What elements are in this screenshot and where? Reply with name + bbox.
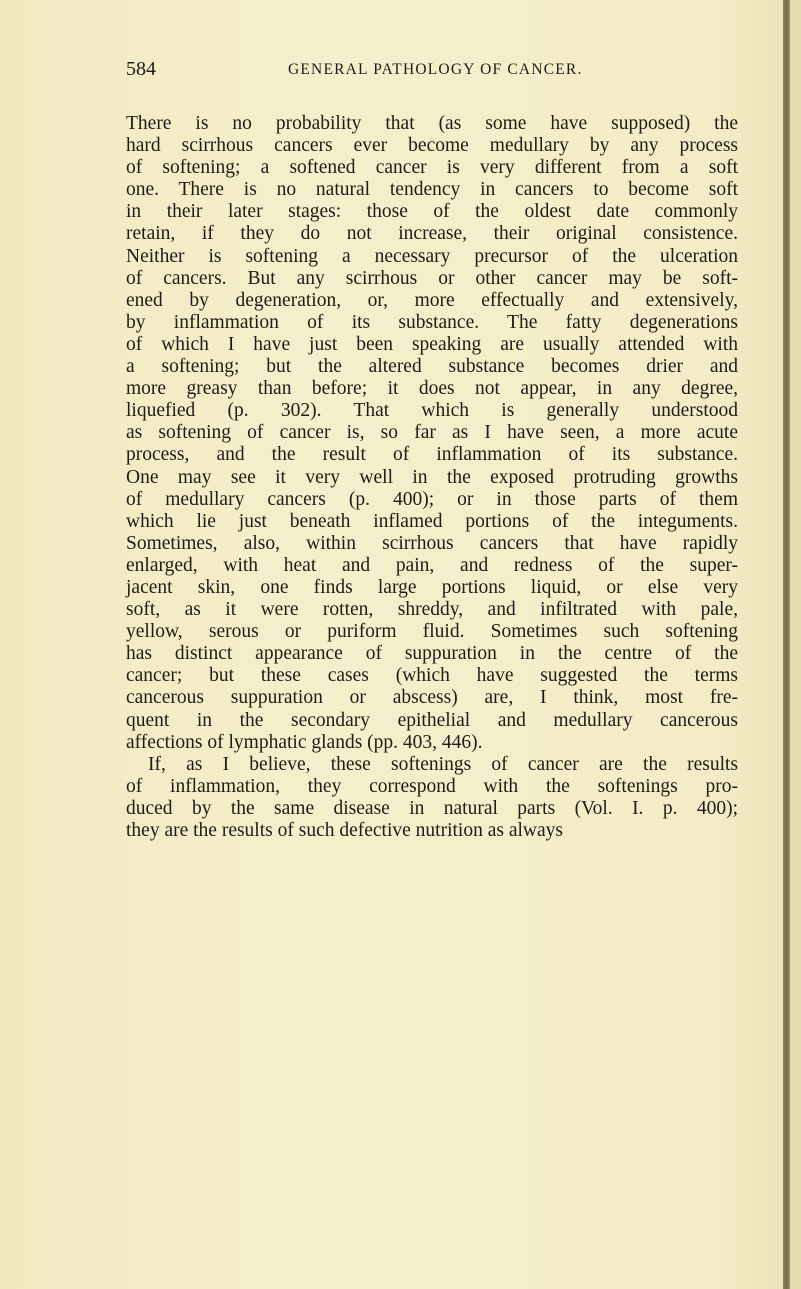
- text-line: Sometimes, also, within scirrhous cancers that have rapidly: [126, 532, 738, 554]
- text-line: liquefied (p. 302). That which is generally understood: [126, 400, 738, 422]
- text-line: quent in the secondary epithelial and medullary cancerous: [126, 709, 738, 731]
- text-line: soft, as it were rotten, shreddy, and infiltrated with pale,: [126, 599, 738, 621]
- text-line: affections of lymphatic glands (pp. 403, 446).: [126, 731, 483, 753]
- text-line: enlarged, with heat and pain, and redness of the super-: [126, 554, 738, 576]
- body-text: [126, 113, 738, 842]
- page-number: 584: [126, 58, 156, 80]
- text-line: they are the results of such defective nutrition as always: [126, 820, 563, 841]
- text-line: a softening; but the altered substance becomes drier and: [126, 356, 738, 378]
- text-line: by inflammation of its substance. The fatty degenerations: [126, 311, 738, 333]
- page-header: [126, 58, 738, 82]
- text-line: retain, if they do not increase, their original consistence.: [126, 223, 738, 245]
- book-spine-edge: [783, 0, 790, 1289]
- running-title: GENERAL PATHOLOGY OF CANCER.: [288, 61, 583, 78]
- text-line: ened by degeneration, or, more effectually and extensively,: [126, 289, 738, 311]
- text-line: If, as I believe, these softenings of cancer are the results: [148, 753, 738, 775]
- text-line: of cancers. But any scirrhous or other cancer may be soft-: [126, 267, 738, 289]
- text-line: of softening; a softened cancer is very different from a soft: [126, 157, 738, 179]
- text-line: which lie just beneath inflamed portions of the integuments.: [126, 510, 738, 532]
- text-line: of inflammation, they correspond with the softenings pro-: [126, 775, 738, 797]
- text-line: Neither is softening a necessary precursor of the ulceration: [126, 245, 738, 267]
- text-line: of which I have just been speaking are usually attended with: [126, 333, 738, 355]
- text-line: There is no probability that (as some have supposed) the: [126, 113, 738, 134]
- text-line: yellow, serous or puriform fluid. Sometimes such softening: [126, 621, 738, 643]
- text-line: one. There is no natural tendency in cancers to become soft: [126, 179, 738, 201]
- text-line: of medullary cancers (p. 400); or in those parts of them: [126, 488, 738, 510]
- text-line: cancer; but these cases (which have suggested the terms: [126, 665, 738, 687]
- page-margin-strip: [790, 0, 801, 1289]
- text-line: has distinct appearance of suppuration in the centre of the: [126, 643, 738, 665]
- text-line: duced by the same disease in natural parts (Vol. I. p. 400);: [126, 797, 738, 819]
- text-line: hard scirrhous cancers ever become medullary by any process: [126, 135, 738, 157]
- text-line: more greasy than before; it does not appear, in any degree,: [126, 378, 738, 400]
- text-line: as softening of cancer is, so far as I have seen, a more acute: [126, 422, 738, 444]
- text-line: One may see it very well in the exposed protruding growths: [126, 466, 738, 488]
- text-line: cancerous suppuration or abscess) are, I think, most fre-: [126, 687, 738, 709]
- text-line: in their later stages: those of the oldest date commonly: [126, 201, 738, 223]
- text-line: process, and the result of inflammation of its substance.: [126, 444, 738, 466]
- text-line: jacent skin, one finds large portions liquid, or else very: [126, 576, 738, 598]
